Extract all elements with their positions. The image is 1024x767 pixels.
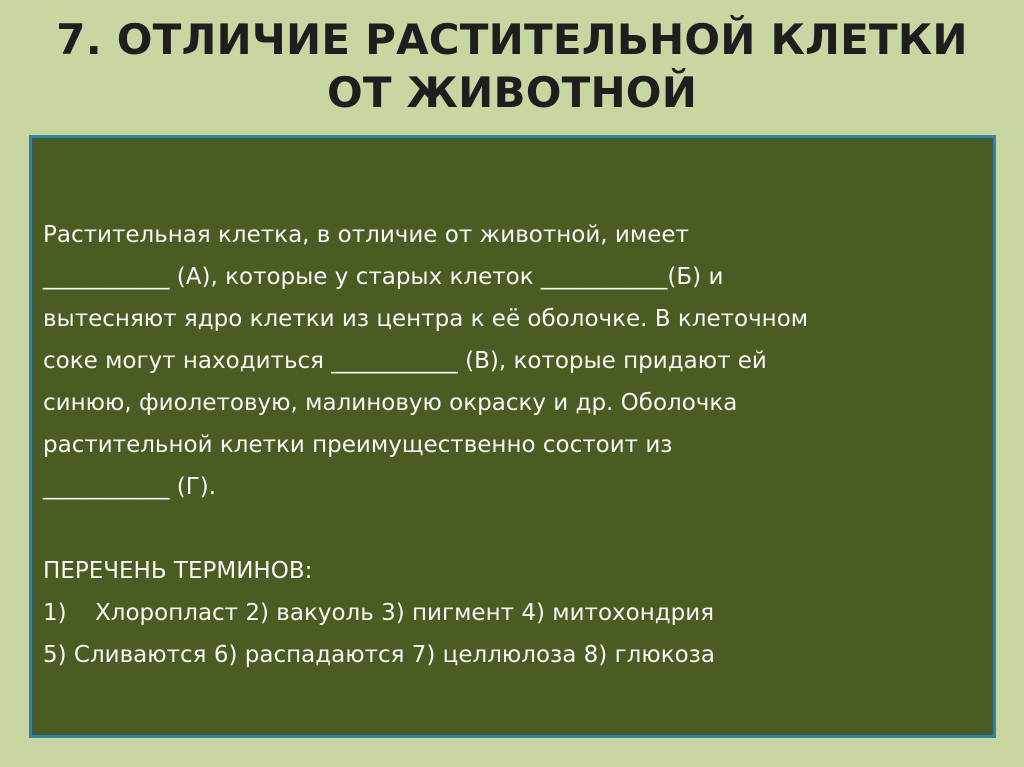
paragraph-line-5: синюю, фиолетовую, малиновую окраску и др. Оболочка [43, 390, 738, 416]
body-text [43, 214, 983, 676]
title-line-2: ОТ ЖИВОТНОЙ [326, 68, 698, 117]
terms-line-1-number: 1) [43, 600, 67, 626]
paragraph-line-7: ___________ (Г). [43, 474, 217, 500]
terms-line-2: 5) Сливаются 6) распадаются 7) целлюлоза 8) глюкоза [43, 642, 716, 668]
terms-line-1-text: Хлоропласт 2) вакуоль 3) пигмент 4) митохондрия [95, 600, 715, 626]
terms-line-1 [43, 592, 983, 634]
slide-title [0, 0, 1024, 132]
terms-heading: ПЕРЕЧЕНЬ ТЕРМИНОВ: [43, 558, 313, 584]
paragraph-line-6: растительной клетки преимущественно состоит из [43, 432, 673, 458]
paragraph-line-3: вытесняют ядро клетки из центра к её оболочке. В клеточном [43, 306, 809, 332]
paragraph-line-4: соке могут находиться ___________ (В), которые придают ей [43, 348, 767, 374]
paragraph-line-2: ___________ (А), которые у старых клеток ___________(Б) и [43, 264, 724, 290]
paragraph-line-1: Растительная клетка, в отличие от животной, имеет [43, 222, 689, 248]
content-box [29, 135, 996, 738]
title-line-1: 7. ОТЛИЧИЕ РАСТИТЕЛЬНОЙ КЛЕТКИ [56, 15, 968, 64]
paragraph-gap [43, 508, 983, 550]
